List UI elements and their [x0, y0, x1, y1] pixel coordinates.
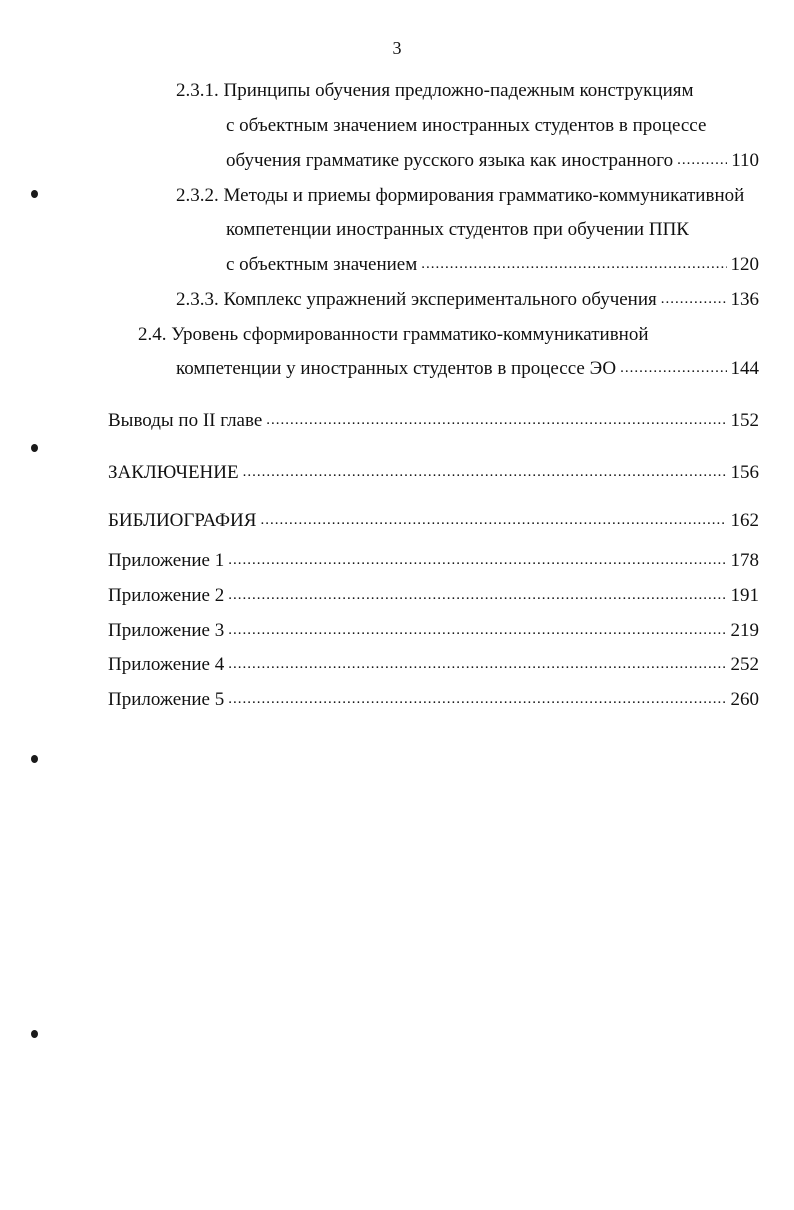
toc-232-page: 120: [730, 254, 759, 275]
dot-leader: [228, 622, 726, 639]
toc-entry-conclusions[interactable]: [108, 410, 759, 432]
toc-appendix-label: Приложение 2: [108, 585, 225, 606]
scan-mark: [31, 755, 38, 763]
page-number: 3: [392, 38, 402, 58]
toc-entry-233[interactable]: [176, 289, 759, 311]
toc-entry-232[interactable]: [226, 254, 759, 276]
toc-233-page: 136: [730, 289, 759, 310]
toc-entry-appendix-2[interactable]: [108, 585, 759, 607]
toc-entry-231[interactable]: [226, 150, 759, 172]
toc-232-line2: компетенции иностранных студентов при обучении ППК: [226, 219, 689, 240]
scan-mark: [31, 1030, 38, 1038]
toc-appendix-label: Приложение 1: [108, 550, 225, 571]
toc-appendix-page: 219: [730, 620, 759, 641]
toc-entry-zakl[interactable]: [108, 462, 759, 484]
toc-biblio-page: 162: [730, 510, 759, 531]
toc-appendix-page: 252: [730, 654, 759, 675]
toc-appendix-label: Приложение 4: [108, 654, 225, 675]
scan-mark: [31, 444, 38, 452]
toc-231-page: 110: [731, 150, 759, 171]
dot-leader: [260, 512, 726, 529]
toc-233-line1: 2.3.3. Комплекс упражнений экспериментального обучения: [176, 289, 657, 310]
scan-mark: [31, 190, 38, 198]
toc-entry-appendix-5[interactable]: [108, 689, 759, 711]
dot-leader: [243, 464, 727, 481]
toc-entry-biblio[interactable]: [108, 510, 759, 532]
dot-leader: [228, 691, 726, 708]
toc-zakl-label: ЗАКЛЮЧЕНИЕ: [108, 462, 239, 483]
dot-leader: [620, 360, 726, 377]
toc-231-line2: с объектным значением иностранных студентов в процессе: [226, 115, 707, 136]
dot-leader: [228, 552, 726, 569]
toc-appendix-label: Приложение 5: [108, 689, 225, 710]
toc-appendix-label: Приложение 3: [108, 620, 225, 641]
toc-24-line2: компетенции у иностранных студентов в процессе ЭО: [176, 358, 617, 379]
toc-232-line1: 2.3.2. Методы и приемы формирования грамматико-коммуникативной: [176, 185, 745, 206]
dot-leader: [228, 656, 726, 673]
toc-conclusions-page: 152: [730, 410, 759, 431]
dot-leader: [677, 152, 727, 169]
toc-appendix-page: 178: [730, 550, 759, 571]
toc-zakl-page: 156: [730, 462, 759, 483]
toc-appendix-page: 191: [730, 585, 759, 606]
dot-leader: [661, 291, 727, 308]
toc-entry-appendix-4[interactable]: [108, 654, 759, 676]
toc-conclusions-label: Выводы по II главе: [108, 410, 263, 431]
toc-24-page: 144: [730, 358, 759, 379]
toc-232-line3: с объектным значением: [226, 254, 418, 275]
toc-appendix-page: 260: [730, 689, 759, 710]
toc-24-line1: 2.4. Уровень сформированности грамматико-коммуникативной: [138, 324, 649, 345]
toc-231-line3: обучения грамматике русского языка как иностранного: [226, 150, 674, 171]
toc-entry-24[interactable]: [176, 358, 759, 380]
toc-231-line1: 2.3.1. Принципы обучения предложно-падежным конструкциям: [176, 80, 694, 101]
dot-leader: [421, 256, 726, 273]
dot-leader: [228, 587, 726, 604]
dot-leader: [266, 412, 726, 429]
toc-entry-appendix-1[interactable]: [108, 550, 759, 572]
toc-entry-appendix-3[interactable]: [108, 620, 759, 642]
toc-biblio-label: БИБЛИОГРАФИЯ: [108, 510, 257, 531]
